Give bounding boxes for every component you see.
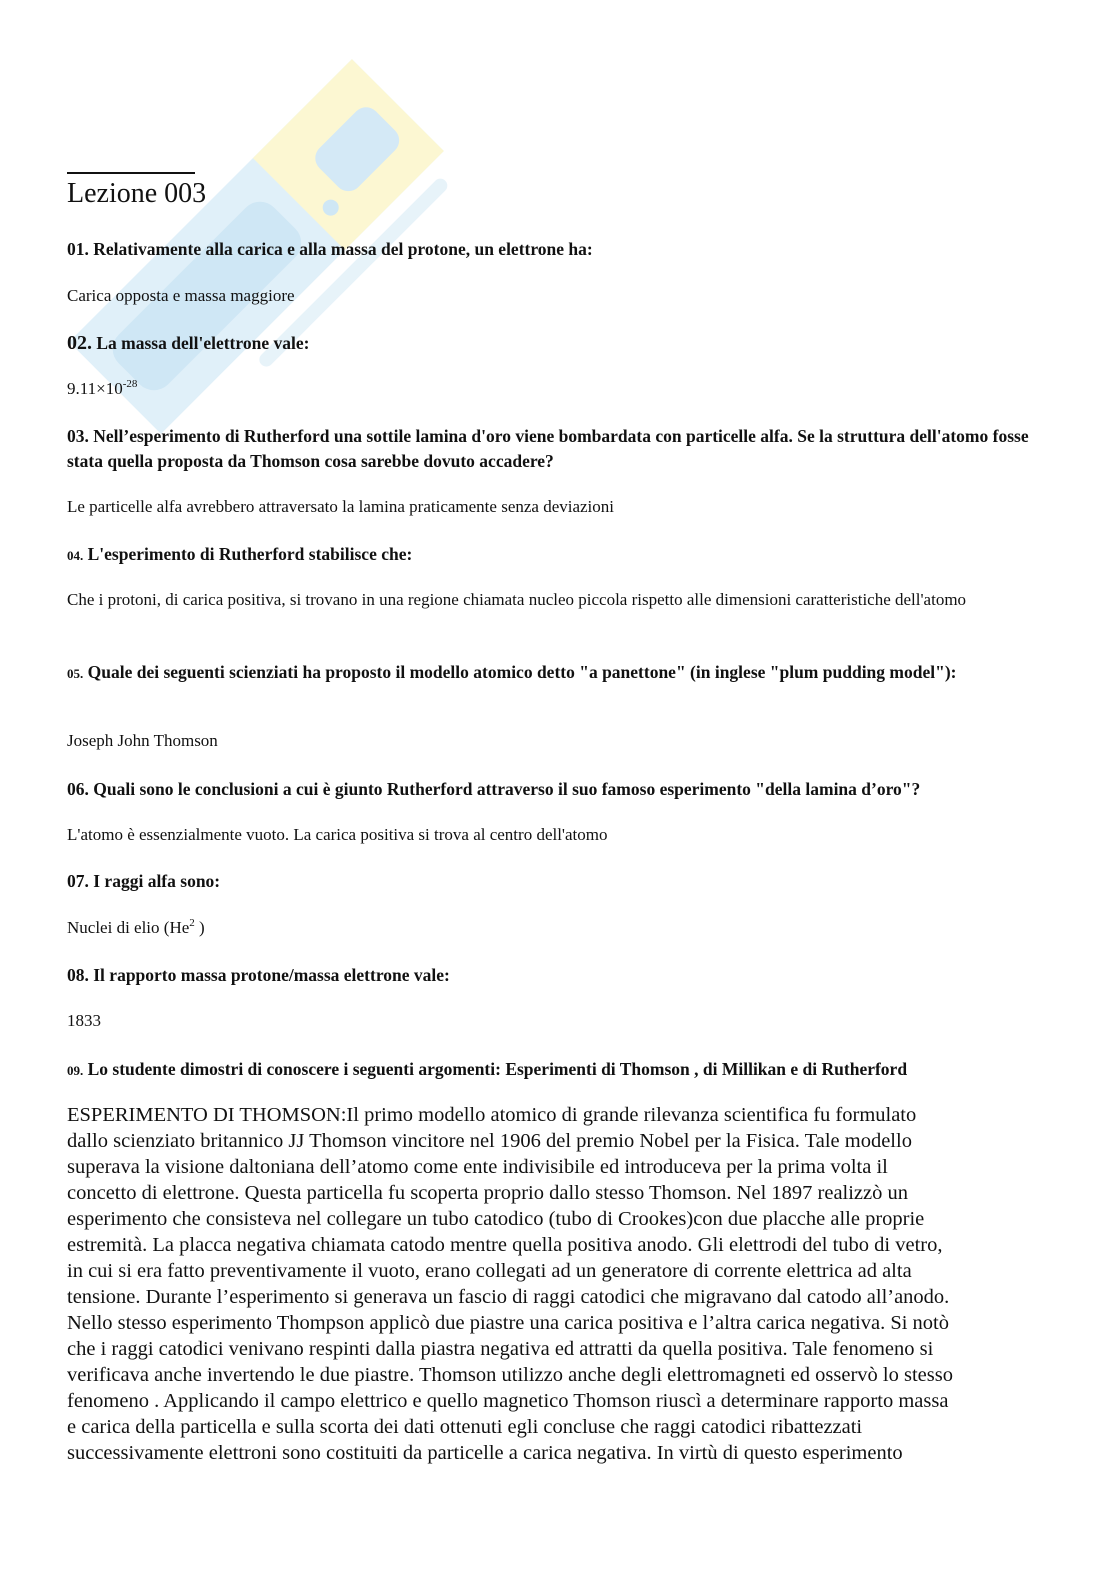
- question-08: 08. Il rapporto massa protone/massa elettrone vale:: [67, 965, 450, 985]
- answer-07: Nuclei di elio (He$^2$ ): [67, 917, 205, 937]
- title-rule: [67, 172, 195, 174]
- answer-06: L'atomo è essenzialmente vuoto. La carica positiva si trova al centro dell'atomo: [67, 825, 608, 844]
- question-02: 02. La massa dell'elettrone vale:: [67, 332, 310, 354]
- answer-08: 1833: [67, 1011, 101, 1030]
- lesson-title: Lezione 003: [67, 178, 207, 209]
- question-04: 04. L'esperimento di Rutherford stabilisce che:: [67, 544, 413, 564]
- answer-04: Che i protoni, di carica positiva, si trovano in una regione chiamata nucleo piccola rispetto alle dimensioni caratteristiche dell'atomo: [67, 590, 967, 609]
- question-03: 03. Nell’esperimento di Rutherford una sottile lamina d'oro viene bombardata con particelle alfa. Se la struttura dell'atomo fosse stata quella proposta da Thomson cosa sarebbe dovuto accadere?: [67, 426, 1029, 471]
- answer-05: Joseph John Thomson: [67, 731, 218, 750]
- question-09: 09. Lo studente dimostri di conoscere i seguenti argomenti: Esperimenti di Thomson , di Millikan e di Rutherford: [67, 1059, 908, 1079]
- question-07: 07. I raggi alfa sono:: [67, 871, 221, 891]
- answer-02: $9.11\times 10^{-28}$: [67, 378, 138, 398]
- question-05: 05. Quale dei seguenti scienziati ha proposto il modello atomico detto "a panettone" (in inglese "plum pudding model"):: [67, 662, 957, 682]
- question-06: 06. Quali sono le conclusioni a cui è giunto Rutherford attraverso il suo famoso esperimento "della lamina d’oro"?: [67, 779, 921, 799]
- answer-01: Carica opposta e massa maggiore: [67, 286, 295, 305]
- essay-thomson-experiment: ESPERIMENTO DI THOMSON:Il primo modello atomico di grande rilevanza scientifica fu formulato dallo scienziato britannico JJ Thomson vincitore nel 1906 del premio Nobel per la Fisica. Tale modello superava la visione daltoniana dell’atomo come ente indivisibile ed introduceva per la prima volta il concetto di elettrone. Questa particella fu scoperta proprio dallo stesso Thomson. Nel 1897 realizzò un esperimento che consisteva nel collegare un tubo catodico (tubo di Crookes)con due placche alle proprie estremità. La placca negativa chiamata catodo mentre quella positiva anodo. Gli elettrodi del tubo di vetro, in cui si era fatto preventivamente il vuoto, erano collegati ad un generatore di corrente elettrica ad alta tensione. Durante l’esperimento si generava un fascio di raggi catodici che migravano dal catodo all’anodo. Nello stesso esperimento Thompson applicò due piastre una carica positiva e l’altra carica negativa. Si notò che i raggi catodici venivano respinti dalla piastra negativa ed attratti da quella positiva. Tale fenomeno si verificava anche invertendo le due piastre. Thomson utilizzo anche degli elettromagneti ed osservò lo stesso fenomeno . Applicando il campo elettrico e quello magnetico Thomson riuscì a determinare rapporto massa e carica della particella e sulla scorta dei dati ottenuti egli concluse che raggi catodici ribattezzati successivamente elettroni sono costituiti da particelle a carica negativa. In virtù di questo esperimento: [67, 1104, 953, 1464]
- question-01: 01. Relativamente alla carica e alla massa del protone, un elettrone ha:: [67, 239, 593, 259]
- answer-03: Le particelle alfa avrebbero attraversato la lamina praticamente senza deviazioni: [67, 497, 615, 516]
